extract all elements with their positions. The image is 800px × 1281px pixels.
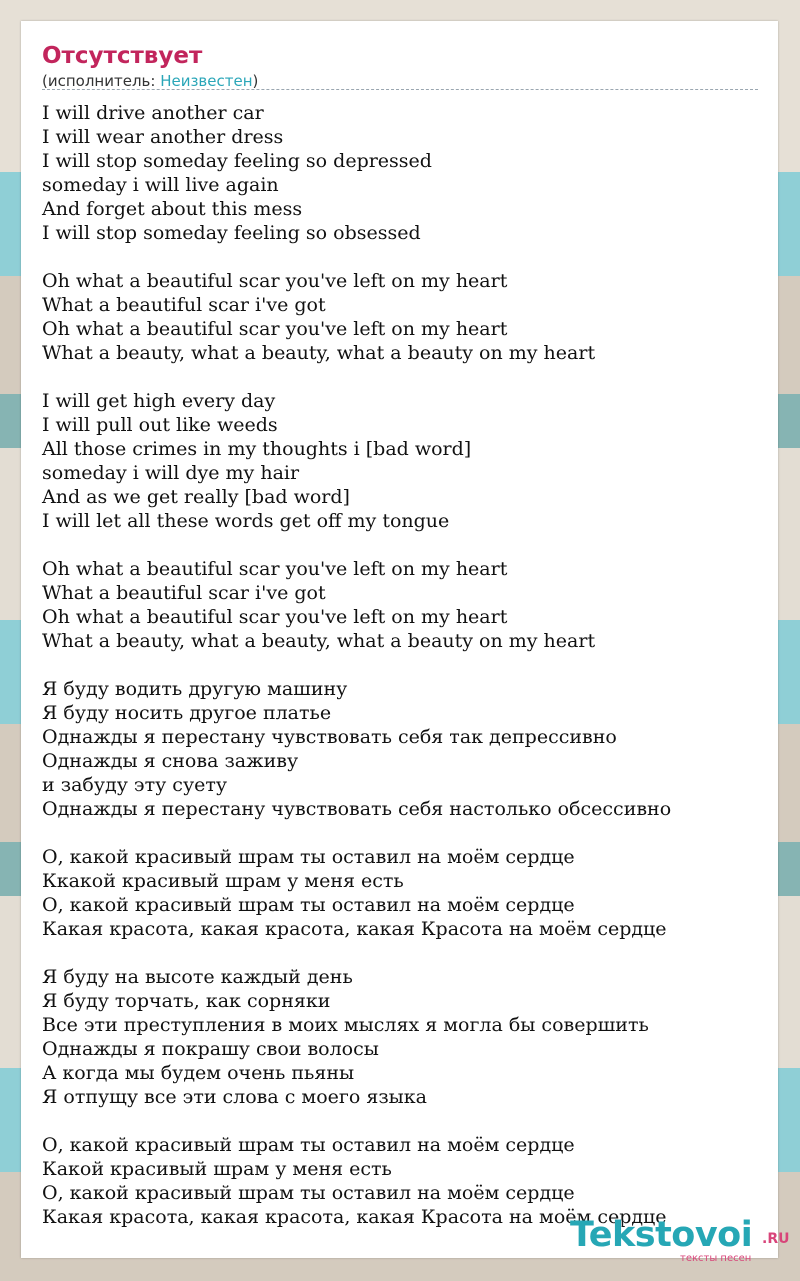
logo-tld: .RU bbox=[762, 1231, 790, 1247]
lyric-line: What a beautiful scar i've got bbox=[42, 582, 326, 604]
artist-link[interactable]: Неизвестен bbox=[160, 72, 253, 90]
lyric-line: Oh what a beautiful scar you've left on my heart bbox=[42, 318, 508, 340]
lyric-line: Какая красота, какая красота, какая Красота на моём сердце bbox=[42, 918, 667, 940]
lyric-line: Однажды я перестану чувствовать себя так депрессивно bbox=[42, 726, 617, 748]
artist-suffix: ) bbox=[252, 72, 259, 90]
lyric-line: I will let all these words get off my tongue bbox=[42, 510, 450, 532]
site-logo[interactable] bbox=[570, 1215, 790, 1265]
lyrics-stanza bbox=[42, 677, 762, 821]
lyrics-stanza bbox=[42, 845, 762, 941]
lyric-line: What a beauty, what a beauty, what a beauty on my heart bbox=[42, 630, 596, 652]
lyric-line: Какая красота, какая красота, какая Красота на моём сердце bbox=[42, 1206, 667, 1228]
lyrics-stanza bbox=[42, 101, 762, 245]
artist-prefix: (исполнитель: bbox=[42, 72, 161, 90]
lyric-line: Oh what a beautiful scar you've left on my heart bbox=[42, 558, 508, 580]
lyric-line: Я отпущу все эти слова с моего языка bbox=[42, 1086, 428, 1108]
lyrics-stanza bbox=[42, 269, 762, 365]
song-title: Отсутствует bbox=[42, 43, 203, 69]
lyric-line: Какой красивый шрам у меня есть bbox=[42, 1158, 392, 1180]
lyric-line: And forget about this mess bbox=[42, 198, 303, 220]
lyric-line: Oh what a beautiful scar you've left on my heart bbox=[42, 270, 508, 292]
lyric-line: I will drive another car bbox=[42, 102, 264, 124]
lyrics-text bbox=[42, 101, 762, 1253]
lyric-line: I will stop someday feeling so obsessed bbox=[42, 222, 421, 244]
lyric-line: О, какой красивый шрам ты оставил на моём сердце bbox=[42, 894, 575, 916]
lyric-line: Oh what a beautiful scar you've left on my heart bbox=[42, 606, 508, 628]
lyrics-stanza bbox=[42, 389, 762, 533]
lyric-line: Я буду торчать, как сорняки bbox=[42, 990, 331, 1012]
artist-line bbox=[42, 71, 758, 91]
lyric-line: What a beauty, what a beauty, what a beauty on my heart bbox=[42, 342, 596, 364]
song-header bbox=[42, 41, 758, 91]
logo-tagline: тексты песен bbox=[680, 1253, 752, 1264]
lyric-line: someday i will dye my hair bbox=[42, 462, 300, 484]
lyrics-stanza bbox=[42, 965, 762, 1109]
lyric-line: Ккакой красивый шрам у меня есть bbox=[42, 870, 404, 892]
lyric-line: О, какой красивый шрам ты оставил на моём сердце bbox=[42, 1134, 575, 1156]
lyrics-card bbox=[21, 21, 790, 1264]
lyric-line: All those crimes in my thoughts i [bad word] bbox=[42, 438, 472, 460]
lyric-line: О, какой красивый шрам ты оставил на моём сердце bbox=[42, 846, 575, 868]
lyric-line: I will pull out like weeds bbox=[42, 414, 278, 436]
lyric-line: What a beautiful scar i've got bbox=[42, 294, 326, 316]
lyric-line: и забуду эту суету bbox=[42, 774, 228, 796]
lyric-line: Однажды я перестану чувствовать себя настолько обсессивно bbox=[42, 798, 672, 820]
lyric-line: Я буду водить другую машину bbox=[42, 678, 348, 700]
lyric-line: Однажды я снова заживу bbox=[42, 750, 299, 772]
lyric-line: I will stop someday feeling so depressed bbox=[42, 150, 432, 172]
lyric-line: I will wear another dress bbox=[42, 126, 284, 148]
lyric-line: someday i will live again bbox=[42, 174, 279, 196]
lyric-line: Однажды я покрашу свои волосы bbox=[42, 1038, 379, 1060]
lyric-line: А когда мы будем очень пьяны bbox=[42, 1062, 355, 1084]
header-divider bbox=[42, 89, 758, 90]
lyric-line: And as we get really [bad word] bbox=[42, 486, 350, 508]
lyric-line: Я буду на высоте каждый день bbox=[42, 966, 353, 988]
lyric-line: О, какой красивый шрам ты оставил на моём сердце bbox=[42, 1182, 575, 1204]
lyric-line: Все эти преступления в моих мыслях я могла бы совершить bbox=[42, 1014, 649, 1036]
logo-wordmark: Tekstovoi bbox=[570, 1215, 753, 1255]
lyric-line: Я буду носить другое платье bbox=[42, 702, 332, 724]
lyric-line: I will get high every day bbox=[42, 390, 276, 412]
lyrics-stanza bbox=[42, 557, 762, 653]
